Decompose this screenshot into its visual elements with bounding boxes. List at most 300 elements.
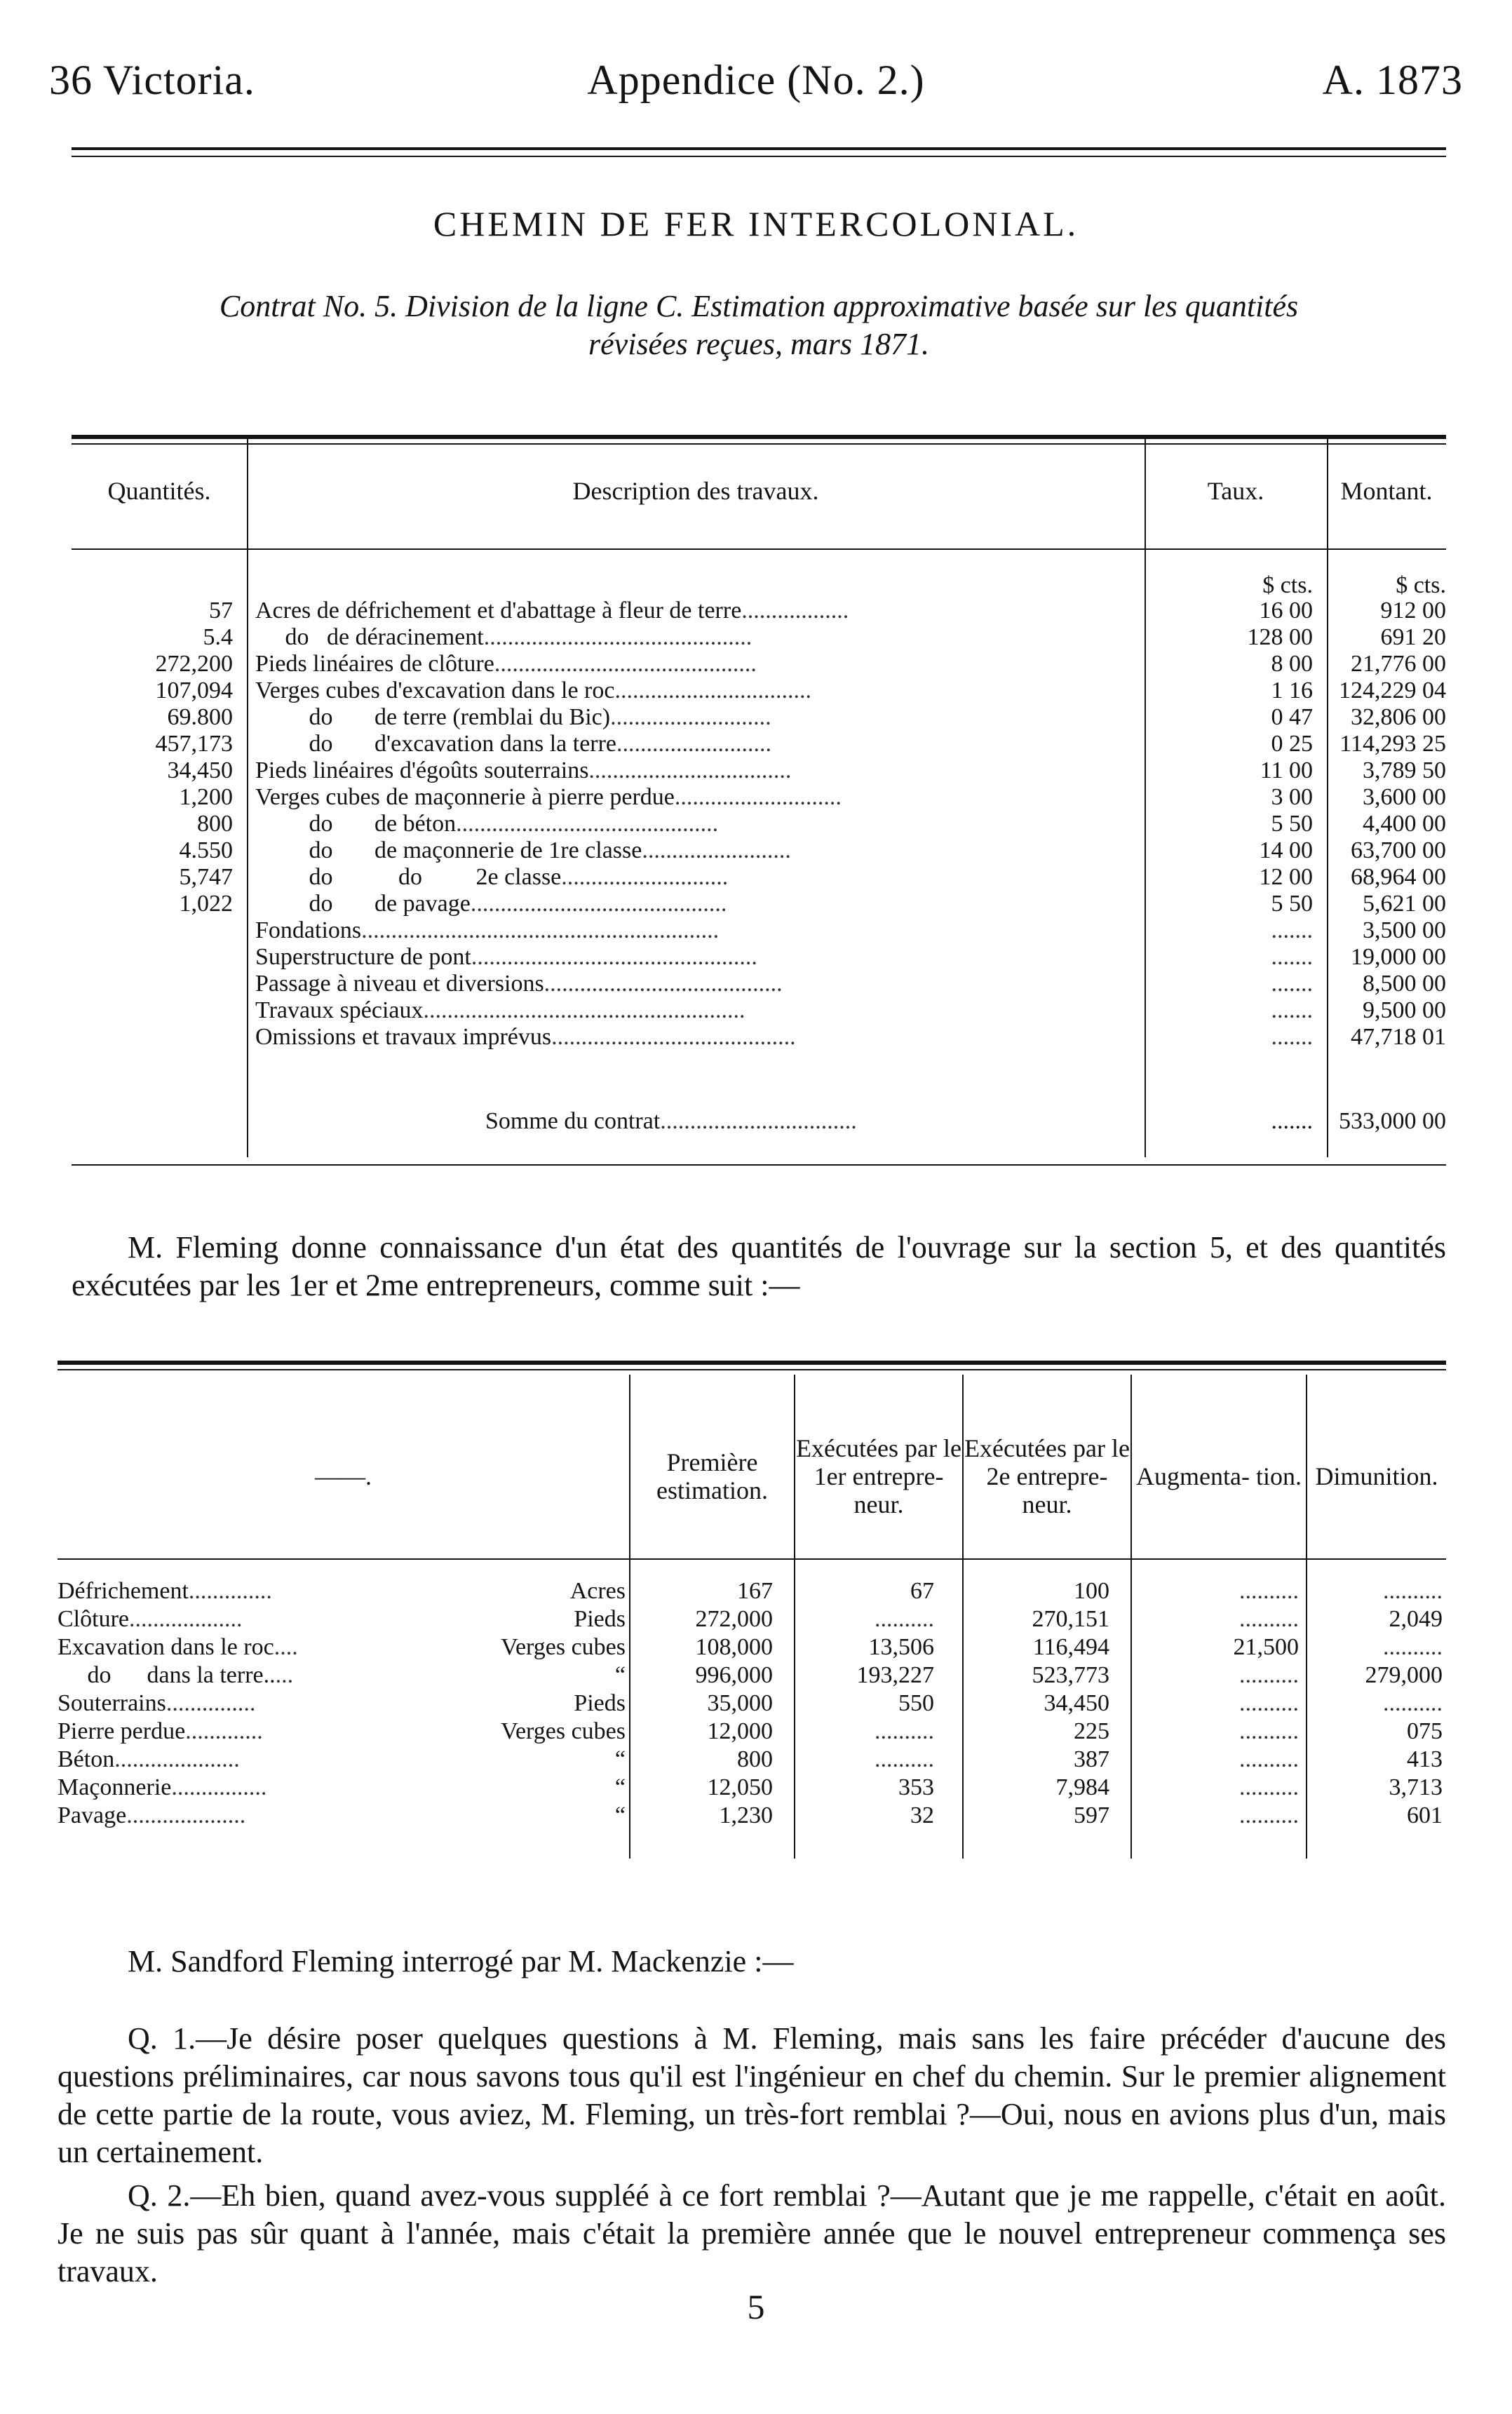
- augmentation-cell: [1138, 1774, 1299, 1801]
- quantity-cell-text: 800: [197, 811, 233, 837]
- first-estimate-cell: [640, 1578, 773, 1605]
- rate-cell-text: 5 50: [1271, 891, 1313, 917]
- executed-1-cell-text: 32: [910, 1802, 934, 1828]
- first-estimate-cell: [640, 1774, 773, 1801]
- dot-leader: ..........: [1383, 1690, 1443, 1716]
- description-cell: [255, 864, 728, 891]
- first-estimate-cell: [640, 1606, 773, 1633]
- rate-cell: [1145, 624, 1313, 651]
- header-rule-top: [72, 147, 1446, 150]
- augmentation-cell: [1138, 1578, 1299, 1605]
- contract-row: [72, 757, 1446, 784]
- rate-cell: [1145, 837, 1313, 864]
- amount-cell-text: 3,789 50: [1363, 757, 1446, 783]
- first-estimate-cell-text: 12,000: [707, 1718, 773, 1744]
- contract-row: [72, 997, 1446, 1024]
- col-header-augmentation: Augmenta- tion.: [1136, 1462, 1302, 1490]
- rate-cell: [1145, 917, 1313, 944]
- quantity-cell-text: 5.4: [203, 624, 233, 650]
- page-subtitle: [72, 288, 1446, 363]
- executed-1-cell-text: 353: [898, 1774, 934, 1800]
- row-label-text: Pierre perdue: [58, 1718, 186, 1744]
- rate-cell: [1145, 651, 1313, 677]
- executed-1-cell: [801, 1578, 934, 1605]
- row-label-text: Défrichement: [58, 1578, 189, 1604]
- executed-1-cell-text: 550: [898, 1690, 934, 1716]
- amount-cell: [1334, 864, 1446, 891]
- contract-row: [72, 811, 1446, 837]
- units-row: [72, 572, 1446, 599]
- description-cell-text: Pieds linéaires de clôture: [255, 651, 494, 677]
- first-estimate-cell-text: 800: [737, 1746, 773, 1772]
- contract-row: [72, 624, 1446, 651]
- quantity-cell: [72, 624, 233, 651]
- executed-2-cell: [969, 1802, 1109, 1829]
- row-label-text: Béton: [58, 1746, 115, 1772]
- dot-leader: ............................................: [456, 811, 719, 837]
- rate-cell-text: 16 00: [1259, 598, 1313, 623]
- dot-leader: .......: [1271, 1024, 1313, 1050]
- first-estimate-cell-text: 272,000: [695, 1606, 773, 1632]
- description-cell-text: Verges cubes d'excavation dans le roc: [255, 677, 615, 703]
- total-leader: .................................: [660, 1108, 857, 1134]
- amount-cell-text: 912 00: [1380, 598, 1446, 623]
- dot-leader: ..........: [1239, 1718, 1299, 1744]
- row-label-text: do dans la terre..: [58, 1662, 276, 1688]
- executed-1-cell: [801, 1690, 934, 1717]
- col-header-diminution: Dimunition.: [1315, 1462, 1438, 1490]
- diminution-cell: [1320, 1634, 1443, 1661]
- dot-leader: ..........: [1239, 1662, 1299, 1688]
- contract-row: [72, 944, 1446, 971]
- first-estimate-cell: [640, 1746, 773, 1773]
- description-cell-text: do de terre (remblai du Bic): [255, 704, 611, 730]
- description-cell-text: do de maçonnerie de 1re classe: [255, 837, 642, 863]
- table2-header-rule: [58, 1558, 1446, 1560]
- col-header-premiere: Première estimation.: [656, 1448, 768, 1504]
- rate-cell-text: 128 00: [1247, 624, 1313, 650]
- diminution-cell-text: 601: [1407, 1802, 1443, 1828]
- header-rule: [72, 548, 1446, 550]
- col-header-exec2: Exécutées par le 2e entrepre- neur.: [964, 1434, 1130, 1518]
- quantity-row: [58, 1690, 1446, 1717]
- row-unit: [450, 1746, 626, 1773]
- row-label: [58, 1746, 240, 1773]
- dot-leader: ..................................: [588, 757, 792, 783]
- rate-cell-text: 3 00: [1271, 784, 1313, 810]
- dot-leader: ...........................................: [470, 891, 727, 917]
- amount-cell-text: 68,964 00: [1351, 864, 1446, 890]
- row-unit-text: Verges cubes: [501, 1634, 626, 1660]
- quantity-cell: [72, 864, 233, 891]
- row-unit-text: “: [614, 1662, 626, 1688]
- rate-cell: [1145, 677, 1313, 704]
- augmentation-cell: [1138, 1746, 1299, 1773]
- amount-cell: [1334, 677, 1446, 704]
- executed-2-cell-text: 270,151: [1032, 1606, 1109, 1632]
- first-estimate-cell-text: 108,000: [695, 1634, 773, 1660]
- executed-1-cell: [801, 1802, 934, 1829]
- rate-cell-text: 0 25: [1271, 731, 1313, 757]
- col-header-exec1: Exécutées par le 1er entrepre- neur.: [796, 1434, 961, 1518]
- rate-cell: [1145, 971, 1313, 997]
- description-cell: [255, 731, 771, 757]
- executed-2-cell: [969, 1578, 1109, 1605]
- description-cell: [255, 1024, 796, 1051]
- amount-cell-text: 124,229 04: [1339, 677, 1446, 703]
- contract-row: [72, 704, 1446, 731]
- quantity-cell-text: 272,200: [155, 651, 233, 677]
- executed-2-cell: [969, 1774, 1109, 1801]
- description-cell: [255, 971, 783, 997]
- augmentation-cell: [1138, 1802, 1299, 1829]
- contract-row: [72, 891, 1446, 917]
- contract-row: [72, 598, 1446, 624]
- col-header-quantites: Quantités.: [107, 477, 211, 505]
- amount-cell: [1334, 891, 1446, 917]
- description-cell-text: do de pavage: [255, 891, 471, 917]
- row-label-text: Souterrains: [58, 1690, 166, 1716]
- row-label: [58, 1718, 263, 1745]
- quantity-cell: [72, 811, 233, 837]
- row-label: [58, 1690, 255, 1717]
- executed-2-cell-text: 7,984: [1055, 1774, 1109, 1800]
- row-label-text: Maçonnerie: [58, 1774, 172, 1800]
- row-unit: [450, 1606, 626, 1633]
- quantity-row: [58, 1774, 1446, 1801]
- rate-cell: [1145, 864, 1313, 891]
- dot-leader: ..........: [1239, 1774, 1299, 1800]
- executed-2-cell-text: 100: [1074, 1578, 1109, 1604]
- description-cell: [255, 917, 719, 944]
- dot-leader: ..............: [188, 1578, 272, 1604]
- executed-2-cell: [969, 1662, 1109, 1689]
- dot-leader: ..........: [1239, 1578, 1299, 1604]
- question-2: Q. 2.—Eh bien, quand avez-vous suppléé à ce fort remblai ?—Autant que je me rappelle, c'était en août. Je ne suis pas sûr quant à l'année, mais c'était la première année que le nouvel entrepreneur commença ses travaux.: [58, 2178, 1446, 2288]
- row-label: [58, 1634, 298, 1661]
- amount-cell-text: 63,700 00: [1351, 837, 1446, 863]
- first-estimate-cell-text: 1,230: [719, 1802, 773, 1828]
- dot-leader: ....................: [126, 1802, 246, 1828]
- dot-leader: ..................: [741, 598, 849, 623]
- amount-cell-text: 19,000 00: [1351, 944, 1446, 970]
- description-cell: [255, 811, 718, 837]
- quantity-row: [58, 1634, 1446, 1661]
- contract-row: [72, 651, 1446, 677]
- quantity-cell: [72, 704, 233, 731]
- dot-leader: .............: [185, 1718, 263, 1744]
- dot-leader: .....................: [114, 1746, 240, 1772]
- quantity-cell-text: 57: [209, 598, 233, 623]
- description-cell-text: do d'excavation dans la terre: [255, 731, 617, 757]
- contract-row: [72, 1024, 1446, 1051]
- row-unit: [450, 1718, 626, 1745]
- diminution-cell-text: 413: [1407, 1746, 1443, 1772]
- description-cell-text: Pieds linéaires d'égoûts souterrains: [255, 757, 589, 783]
- description-cell-text: Verges cubes de maçonnerie à pierre perdue: [255, 784, 675, 810]
- dot-leader: ................................................: [471, 944, 757, 970]
- quantity-cell: [72, 651, 233, 677]
- row-unit-text: Acres: [569, 1578, 626, 1604]
- description-cell: [255, 598, 849, 624]
- first-estimate-cell: [640, 1662, 773, 1689]
- row-unit-text: “: [614, 1774, 626, 1800]
- amount-cell: [1334, 997, 1446, 1024]
- executed-2-cell-text: 387: [1074, 1746, 1109, 1772]
- diminution-cell: [1320, 1774, 1443, 1801]
- quantity-cell-text: 5,747: [179, 864, 233, 890]
- dot-leader: ..........................: [616, 731, 772, 757]
- dot-leader: ......................................................: [423, 997, 745, 1023]
- diminution-cell: [1320, 1662, 1443, 1689]
- diminution-cell: [1320, 1718, 1443, 1745]
- header-left: 36 Victoria.: [49, 57, 255, 103]
- row-unit: [450, 1774, 626, 1801]
- dot-leader: ..........: [875, 1746, 934, 1772]
- diminution-cell-text: 279,000: [1365, 1662, 1443, 1688]
- quantity-cell: [72, 891, 233, 917]
- amount-cell-text: 4,400 00: [1363, 811, 1446, 837]
- first-estimate-cell-text: 35,000: [707, 1690, 773, 1716]
- description-cell-text: do de béton: [255, 811, 457, 837]
- col-header-description: Description des travaux.: [572, 477, 819, 505]
- row-unit: [450, 1578, 626, 1605]
- header-center: Appendice (No. 2.): [587, 57, 925, 103]
- col-header-blank: ——.: [315, 1462, 372, 1490]
- executed-1-cell: [801, 1662, 934, 1689]
- paragraph-intro: M. Fleming donne connaissance d'un état des quantités de l'ouvrage sur la section 5, et des quantités exécutées par les 1er et 2me entrepreneurs, comme suit :—: [72, 1230, 1446, 1302]
- dot-leader: ...............: [166, 1690, 256, 1716]
- contract-row: [72, 971, 1446, 997]
- page-title: CHEMIN DE FER INTERCOLONIAL.: [433, 204, 1079, 243]
- dot-leader: .............................................: [483, 624, 752, 650]
- amount-cell: [1334, 944, 1446, 971]
- description-cell-text: do do 2e classe: [255, 864, 562, 890]
- amount-cell: [1334, 917, 1446, 944]
- dot-leader: ..........: [1239, 1690, 1299, 1716]
- question-1: Q. 1.—Je désire poser quelques questions à M. Fleming, mais sans les faire précéder d'aucune des questions préliminaires, car nous savons tous qu'il est l'ingénieur en chef du chemin. Sur le premier alignement de cette partie de la route, vous aviez, M. Fleming, un très-fort remblai ?—Oui, nous en avions plus d'un, mais un certainement.: [58, 2021, 1446, 2169]
- dot-leader: ........................................: [544, 971, 783, 997]
- augmentation-cell: [1138, 1690, 1299, 1717]
- amount-cell: [1334, 598, 1446, 624]
- diminution-cell: [1320, 1802, 1443, 1829]
- executed-1-cell-text: 13,506: [868, 1634, 934, 1660]
- page-number: 5: [747, 2287, 765, 2326]
- dot-leader: ............................: [674, 784, 842, 810]
- dot-leader: ..........: [1239, 1802, 1299, 1828]
- table2-top-rule-thin: [58, 1369, 1446, 1370]
- first-estimate-cell: [640, 1634, 773, 1661]
- rate-cell-text: 1 16: [1271, 677, 1313, 703]
- unit-taux: $ cts.: [1262, 572, 1313, 598]
- quantity-row: [58, 1802, 1446, 1829]
- total-row: [72, 1108, 1446, 1135]
- diminution-cell-text: 3,713: [1389, 1774, 1443, 1800]
- description-cell: [255, 651, 757, 677]
- subtitle-line-1: Contrat No. 5. Division de la ligne C. Estimation approximative basée sur les quantités: [219, 289, 1299, 323]
- quantity-row: [58, 1662, 1446, 1689]
- quantity-cell: [72, 784, 233, 811]
- description-cell: [255, 624, 752, 651]
- row-unit-text: “: [614, 1746, 626, 1772]
- augmentation-cell: [1138, 1634, 1299, 1661]
- description-cell-text: do de déracinement: [255, 624, 484, 650]
- row-label: [58, 1662, 293, 1689]
- dot-leader: ..........: [1383, 1634, 1443, 1660]
- contract-row: [72, 837, 1446, 864]
- dot-leader: ..........: [875, 1718, 934, 1744]
- quantity-cell: [72, 731, 233, 757]
- augmentation-cell-text: 21,500: [1233, 1634, 1299, 1660]
- amount-cell-text: 5,621 00: [1363, 891, 1446, 917]
- executed-2-cell-text: 225: [1074, 1718, 1109, 1744]
- rate-cell-text: 5 50: [1271, 811, 1313, 837]
- amount-cell: [1334, 811, 1446, 837]
- quantity-cell-text: 457,173: [155, 731, 233, 757]
- first-estimate-cell: [640, 1802, 773, 1829]
- contract-row: [72, 784, 1446, 811]
- augmentation-cell: [1138, 1606, 1299, 1633]
- diminution-cell-text: 075: [1407, 1718, 1443, 1744]
- total-label-text: Somme du contrat: [485, 1108, 661, 1134]
- quantity-cell: [72, 598, 233, 624]
- executed-2-cell: [969, 1718, 1109, 1745]
- description-cell: [255, 757, 791, 784]
- contract-row: [72, 731, 1446, 757]
- amount-cell: [1334, 757, 1446, 784]
- dot-leader: ..........: [1239, 1606, 1299, 1632]
- diminution-cell-text: 2,049: [1389, 1606, 1443, 1632]
- executed-2-cell: [969, 1746, 1109, 1773]
- row-unit-text: “: [614, 1802, 626, 1828]
- row-label: [58, 1606, 242, 1633]
- header-rule-bottom: [72, 156, 1446, 157]
- executed-2-cell-text: 34,450: [1044, 1690, 1109, 1716]
- first-estimate-cell-text: 12,050: [707, 1774, 773, 1800]
- row-unit: [450, 1634, 626, 1661]
- executed-1-cell: [801, 1634, 934, 1661]
- dot-leader: ...........................: [610, 704, 771, 730]
- augmentation-cell: [1138, 1662, 1299, 1689]
- executed-2-cell-text: 597: [1074, 1802, 1109, 1828]
- rate-cell-text: 8 00: [1271, 651, 1313, 677]
- first-estimate-cell: [640, 1718, 773, 1745]
- amount-cell: [1334, 837, 1446, 864]
- row-unit-text: Pieds: [574, 1606, 626, 1632]
- first-estimate-cell-text: 167: [737, 1578, 773, 1604]
- dot-leader: ............................: [561, 864, 729, 890]
- quantity-cell-text: 4.550: [179, 837, 233, 863]
- contract-table: [72, 435, 1446, 1185]
- rate-cell-text: 0 47: [1271, 704, 1313, 730]
- subtitle-line-2: révisées reçues, mars 1871.: [588, 327, 929, 361]
- description-cell-text: Fondations: [255, 917, 362, 943]
- dot-leader: .......: [1271, 917, 1313, 943]
- description-cell: [255, 704, 771, 731]
- total-value: 533,000 00: [1339, 1108, 1446, 1134]
- executed-1-cell-text: 193,227: [856, 1662, 934, 1688]
- dot-leader: ....: [274, 1634, 298, 1660]
- dot-leader: .................................: [614, 677, 811, 703]
- dot-leader: ..........: [875, 1606, 934, 1632]
- contract-row: [72, 917, 1446, 944]
- row-unit: [450, 1802, 626, 1829]
- executed-1-cell-text: 67: [910, 1578, 934, 1604]
- description-cell: [255, 944, 757, 971]
- quantity-cell-text: 107,094: [155, 677, 233, 703]
- executed-1-cell: [801, 1606, 934, 1633]
- quantity-cell-text: 69.800: [167, 704, 233, 730]
- quantities-table: [58, 1361, 1446, 1880]
- unit-montant: $ cts.: [1396, 572, 1446, 598]
- dot-leader: .......: [1271, 944, 1313, 970]
- row-unit: [450, 1662, 626, 1689]
- description-cell: [255, 997, 745, 1024]
- first-estimate-cell: [640, 1690, 773, 1717]
- table2-top-rule: [58, 1361, 1446, 1365]
- dot-leader: ...................: [128, 1606, 243, 1632]
- description-cell: [255, 837, 791, 864]
- row-unit-text: Pieds: [574, 1690, 626, 1716]
- rate-cell: [1145, 784, 1313, 811]
- amount-cell-text: 47,718 01: [1351, 1024, 1446, 1050]
- dot-leader: ...: [275, 1662, 294, 1688]
- quantity-cell-text: 34,450: [167, 757, 233, 783]
- dot-leader: ................: [171, 1774, 267, 1800]
- dot-leader: .........................: [642, 837, 791, 863]
- contract-row: [72, 677, 1446, 704]
- amount-cell: [1334, 971, 1446, 997]
- amount-cell-text: 114,293 25: [1339, 731, 1446, 757]
- rate-cell: [1145, 598, 1313, 624]
- rate-cell: [1145, 944, 1313, 971]
- amount-cell: [1334, 784, 1446, 811]
- description-cell: [255, 784, 842, 811]
- row-label: [58, 1578, 272, 1605]
- quantity-cell: [72, 757, 233, 784]
- executed-2-cell-text: 116,494: [1032, 1634, 1109, 1660]
- col-header-taux: Taux.: [1207, 477, 1264, 505]
- quantity-cell-text: 1,200: [179, 784, 233, 810]
- first-estimate-cell-text: 996,000: [695, 1662, 773, 1688]
- total-taux-leader: .......: [1271, 1108, 1313, 1134]
- rate-cell-text: 12 00: [1259, 864, 1313, 890]
- row-label-text: Excavation dans le roc: [58, 1634, 274, 1660]
- quantity-row: [58, 1746, 1446, 1773]
- dot-leader: .......: [1271, 971, 1313, 997]
- quantity-row: [58, 1606, 1446, 1633]
- dot-leader: ..........: [1239, 1746, 1299, 1772]
- dot-leader: .......: [1271, 997, 1313, 1023]
- interrogation-line: M. Sandford Fleming interrogé par M. Mackenzie :—: [128, 1944, 794, 1978]
- dot-leader: .........................................: [551, 1024, 796, 1050]
- row-label: [58, 1774, 266, 1801]
- description-cell-text: Superstructure de pont: [255, 944, 471, 970]
- row-label: [58, 1802, 245, 1829]
- executed-2-cell: [969, 1606, 1109, 1633]
- augmentation-cell: [1138, 1718, 1299, 1745]
- description-cell-text: Travaux spéciaux: [255, 997, 424, 1023]
- rate-cell: [1145, 704, 1313, 731]
- executed-2-cell: [969, 1634, 1109, 1661]
- amount-cell: [1334, 624, 1446, 651]
- rate-cell-text: 11 00: [1260, 757, 1313, 783]
- row-unit-text: Verges cubes: [501, 1718, 626, 1744]
- amount-cell: [1334, 731, 1446, 757]
- table-bottom-rule: [72, 1164, 1446, 1166]
- dot-leader: ............................................................: [361, 917, 720, 943]
- amount-cell-text: 21,776 00: [1351, 651, 1446, 677]
